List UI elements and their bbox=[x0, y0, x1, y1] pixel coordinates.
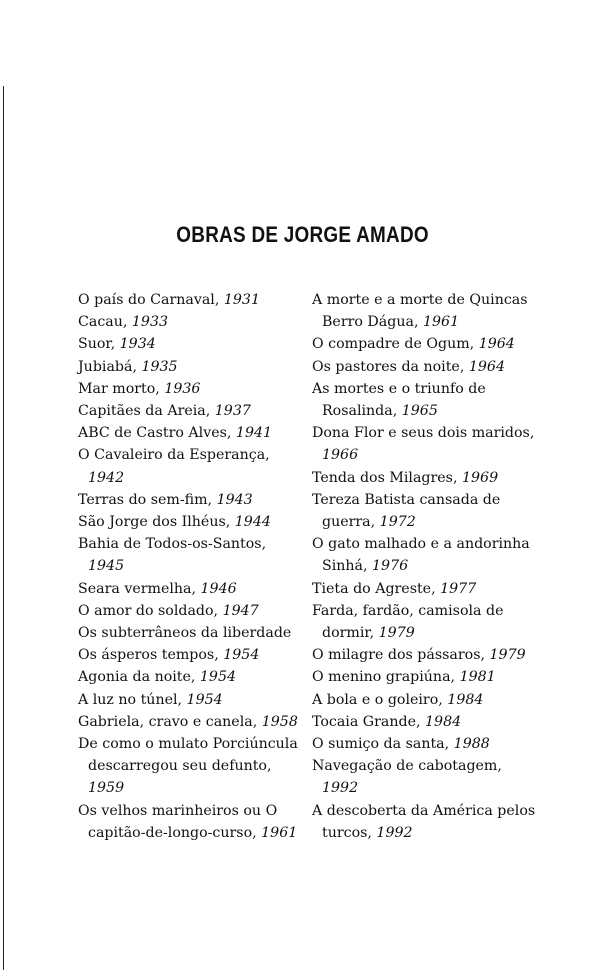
work-entry bbox=[312, 356, 542, 378]
work-year: 1984 bbox=[425, 713, 462, 730]
work-entry bbox=[312, 711, 542, 733]
work-year: 1965 bbox=[401, 403, 438, 420]
work-title: O país do Carnaval, bbox=[78, 292, 220, 308]
work-year: 1941 bbox=[235, 425, 273, 442]
work-title: Os subterrâneos da liberdade bbox=[78, 625, 292, 642]
work-entry bbox=[312, 578, 542, 600]
work-entry bbox=[78, 711, 300, 733]
work-title: O milagre dos pássaros, bbox=[312, 647, 485, 664]
work-title: Cacau, bbox=[78, 314, 128, 331]
work-title: Os velhos marinheiros ou O capitão-de-longo-curso, bbox=[78, 802, 278, 841]
work-title: ABC de Castro Alves, bbox=[78, 425, 232, 442]
work-entry bbox=[78, 400, 300, 422]
work-year: 1981 bbox=[459, 669, 496, 686]
work-title: Tenda dos Milagres, bbox=[312, 469, 458, 486]
work-title: Dona Flor e seus dois maridos, bbox=[312, 425, 535, 442]
work-entry bbox=[78, 533, 300, 577]
work-title: Agonia da noite, bbox=[78, 669, 196, 686]
work-title: Capitães da Areia, bbox=[78, 403, 211, 420]
work-title: A luz no túnel, bbox=[78, 691, 183, 708]
work-year: 1954 bbox=[223, 647, 260, 664]
work-year: 1966 bbox=[322, 447, 359, 464]
work-year: 1976 bbox=[372, 558, 409, 575]
work-entry bbox=[312, 689, 542, 711]
work-entry bbox=[78, 511, 300, 533]
work-year: 1958 bbox=[261, 713, 298, 730]
work-year: 1934 bbox=[119, 336, 156, 353]
work-year: 1961 bbox=[422, 314, 460, 331]
work-title: As mortes e o triunfo de Rosalinda, bbox=[312, 380, 486, 420]
work-title: O Cavaleiro da Esperança, bbox=[78, 447, 270, 464]
work-entry bbox=[312, 467, 542, 489]
work-entry bbox=[312, 800, 542, 844]
work-year: 1936 bbox=[164, 380, 201, 397]
work-entry bbox=[78, 644, 300, 666]
work-entry bbox=[78, 622, 300, 644]
work-title: Os pastores da noite, bbox=[312, 358, 465, 375]
work-entry bbox=[78, 289, 300, 311]
work-entry bbox=[78, 800, 300, 844]
work-year: 1969 bbox=[462, 469, 499, 486]
work-entry bbox=[312, 600, 542, 644]
work-title: São Jorge dos Ilhéus, bbox=[78, 514, 231, 531]
work-entry bbox=[78, 689, 300, 711]
work-title: O gato malhado e a andorinha Sinhá, bbox=[312, 536, 530, 575]
work-entry bbox=[312, 666, 542, 688]
work-title: Mar morto, bbox=[78, 380, 160, 397]
work-entry bbox=[312, 333, 542, 355]
work-year: 1935 bbox=[141, 358, 178, 375]
work-year: 1937 bbox=[214, 403, 251, 420]
work-year: 1954 bbox=[199, 669, 237, 686]
work-title: Bahia de Todos-os-Santos, bbox=[78, 536, 267, 553]
work-entry bbox=[78, 600, 300, 622]
work-year: 1992 bbox=[322, 780, 359, 797]
work-year: 1942 bbox=[88, 469, 125, 486]
work-title: Tieta do Agreste, bbox=[312, 580, 436, 597]
work-title: Tereza Batista cansada de guerra, bbox=[312, 491, 501, 531]
work-year: 1931 bbox=[223, 292, 260, 308]
work-year: 1943 bbox=[216, 491, 253, 508]
work-title: Terras do sem-fim, bbox=[78, 491, 213, 508]
work-entry bbox=[78, 422, 300, 444]
work-year: 1954 bbox=[186, 691, 223, 708]
work-entry bbox=[78, 489, 300, 511]
work-title: O menino grapiúna, bbox=[312, 669, 456, 686]
work-entry bbox=[78, 356, 300, 378]
work-year: 1945 bbox=[88, 558, 125, 575]
work-entry bbox=[312, 733, 542, 755]
work-title: Suor, bbox=[78, 336, 116, 353]
work-entry bbox=[312, 755, 542, 799]
work-title: O sumiço da santa, bbox=[312, 736, 450, 753]
work-entry bbox=[78, 733, 300, 800]
work-year: 1972 bbox=[379, 514, 416, 531]
work-year: 1946 bbox=[200, 580, 237, 597]
work-entry bbox=[312, 533, 542, 577]
works-list-left bbox=[78, 289, 300, 844]
work-title: A descoberta da América pelos turcos, bbox=[312, 802, 536, 841]
work-title: Tocaia Grande, bbox=[312, 713, 421, 730]
work-entry bbox=[312, 489, 542, 533]
work-year: 1964 bbox=[468, 358, 505, 375]
work-title: O amor do soldado, bbox=[78, 602, 219, 619]
work-title: O compadre de Ogum, bbox=[312, 336, 475, 353]
work-title: Gabriela, cravo e canela, bbox=[78, 713, 258, 730]
work-year: 1979 bbox=[489, 647, 526, 664]
work-year: 1964 bbox=[478, 336, 515, 353]
works-list-right bbox=[312, 289, 542, 844]
work-entry bbox=[78, 311, 300, 333]
work-entry bbox=[312, 644, 542, 666]
work-entry bbox=[312, 422, 542, 466]
work-year: 1944 bbox=[234, 514, 271, 531]
work-title: A bola e o goleiro, bbox=[312, 691, 443, 708]
work-title: De como o mulato Porciúncula descarregou seu defunto, bbox=[78, 736, 298, 775]
work-title: Navegação de cabotagem, bbox=[312, 758, 502, 775]
work-title: A morte e a morte de Quincas Berro Dágua, bbox=[312, 292, 528, 331]
work-entry bbox=[78, 578, 300, 600]
work-entry bbox=[312, 378, 542, 422]
work-year: 1977 bbox=[440, 580, 477, 597]
work-year: 1984 bbox=[447, 691, 484, 708]
work-title: Jubiabá, bbox=[78, 358, 137, 375]
work-year: 1979 bbox=[378, 625, 415, 642]
work-entry bbox=[78, 333, 300, 355]
work-year: 1988 bbox=[453, 736, 490, 753]
work-title: Seara vermelha, bbox=[78, 580, 197, 597]
work-entry bbox=[78, 666, 300, 688]
page-edge-line bbox=[3, 86, 4, 970]
work-year: 1959 bbox=[88, 780, 125, 797]
work-year: 1961 bbox=[261, 824, 298, 841]
work-year: 1992 bbox=[376, 824, 413, 841]
work-year: 1947 bbox=[222, 602, 259, 619]
work-year: 1933 bbox=[131, 314, 168, 331]
work-entry bbox=[78, 444, 300, 488]
work-entry bbox=[78, 378, 300, 400]
work-title: Farda, fardão, camisola de dormir, bbox=[312, 602, 504, 642]
page-title: OBRAS DE JORGE AMADO bbox=[176, 221, 429, 247]
work-title: Os ásperos tempos, bbox=[78, 647, 219, 664]
work-entry bbox=[312, 289, 542, 333]
